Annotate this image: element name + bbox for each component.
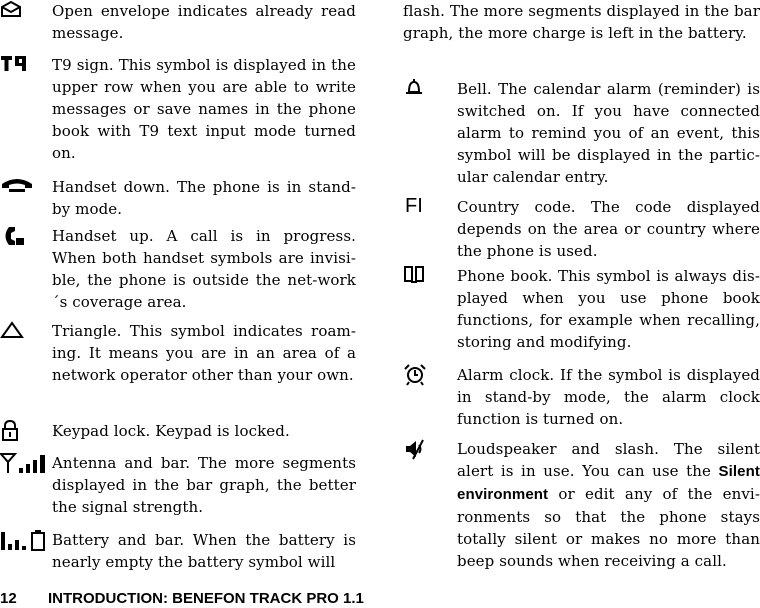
entry-text: Loudspeaker and slash. The silent alert is in use. You can use the Silent environment or edit any of the envi-ronments so that the phone stays totally silent or makes no more than beep sounds when receiving a call. bbox=[457, 440, 760, 570]
entry-text: Battery and bar. When the battery is nearly empty the battery symbol will bbox=[52, 531, 356, 571]
entry-text: Phone book. This symbol is always dis-played when you use phone book functions, for example when recalling, storing and modifying. bbox=[457, 267, 760, 351]
page-number: 12 bbox=[0, 590, 17, 607]
bell-icon bbox=[403, 78, 451, 108]
entry-text: Alarm clock. If the symbol is displayed in stand-by mode, the alarm clock function is turned on. bbox=[457, 366, 760, 428]
country-code-label: FI bbox=[405, 195, 423, 217]
battery-bar-icon bbox=[0, 529, 48, 559]
page-footer bbox=[0, 589, 760, 608]
entry-text: T9 sign. This symbol is displayed in the upper row when you are able to write messages or save names in the phone book with T9 text input mode turned on. bbox=[52, 56, 356, 162]
entry-text: Antenna and bar. The more segments displayed in the bar graph, the better the signal strength. bbox=[52, 454, 356, 516]
page-title: INTRODUCTION: BENEFON TRACK PRO 1.1 bbox=[48, 590, 364, 607]
silent-environment-label: Silent environment bbox=[457, 463, 760, 503]
entry-text: Bell. The calendar alarm (reminder) is switched on. If you have connected alarm to remind you of an event, this symbol will be displayed in the partic-ular calendar entry. bbox=[457, 80, 760, 186]
triangle-icon bbox=[0, 320, 48, 350]
alarm-clock-icon bbox=[403, 364, 451, 394]
country-code-icon bbox=[403, 196, 451, 226]
t9-icon bbox=[0, 54, 48, 84]
phone-book-icon bbox=[403, 265, 451, 295]
entry-text: Keypad lock. Keypad is locked. bbox=[52, 422, 290, 440]
antenna-bar-icon bbox=[0, 452, 48, 482]
entry-text: Handset down. The phone is in stand-by mode. bbox=[52, 178, 356, 218]
entry-text: Open envelope indicates already read message. bbox=[52, 2, 356, 42]
handset-up-icon bbox=[0, 225, 48, 255]
loudspeaker-slash-icon bbox=[403, 438, 451, 468]
entry-text: Country code. The code displayed depends on the area or country where the phone is used. bbox=[457, 198, 760, 260]
handset-down-icon bbox=[0, 176, 48, 206]
entry-text: flash. The more segments displayed in the bar graph, the more charge is left in the battery. bbox=[403, 2, 760, 42]
entry-text: Triangle. This symbol indicates roam-ing. It means you are in an area of a network operator other than your own. bbox=[52, 322, 356, 384]
keypad-lock-icon bbox=[0, 420, 48, 450]
entry-text: Handset up. A call is in progress. When both handset symbols are invisi-ble, the phone is outside the net-work´s coverage area. bbox=[52, 227, 356, 311]
open-envelope-icon bbox=[0, 0, 48, 30]
